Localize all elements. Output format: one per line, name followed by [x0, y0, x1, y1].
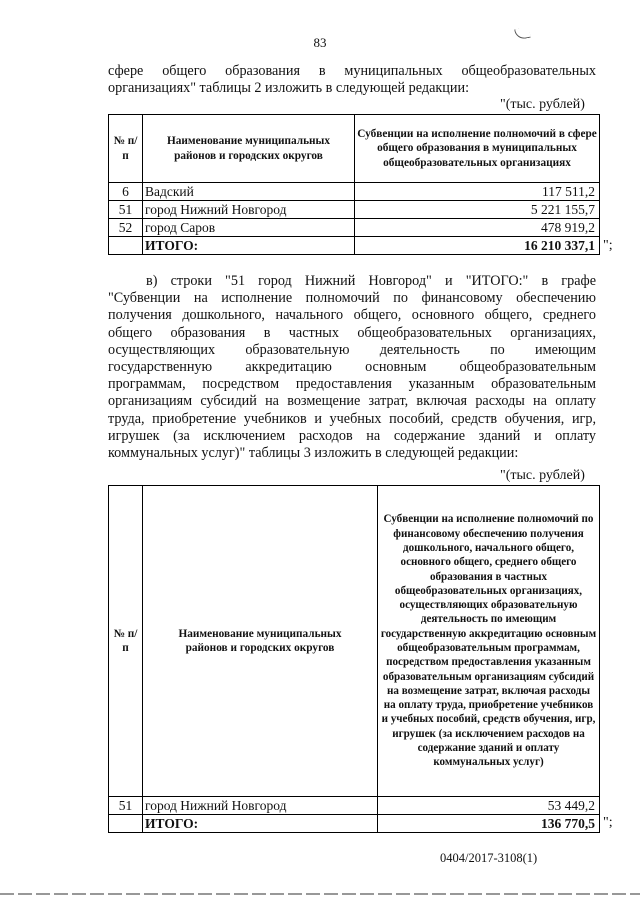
table2-closing-quote: ";	[603, 815, 613, 830]
intro-paragraph	[108, 63, 596, 97]
total-row	[109, 815, 600, 833]
row-name: город Нижний Новгород	[143, 797, 378, 815]
header-name: Наименование муниципальных районов и городских округов	[143, 115, 355, 183]
paragraph-line: получения дошкольного, начального общего, основного общего, среднего	[108, 307, 596, 324]
header-num: № п/п	[109, 486, 143, 797]
header-value: Субвенции на исполнение полномочий по финансовому обеспечению получения дошкольного, начального общего, основного общего, среднего общего образования в частных общеобразовательных организациях, осуществляющих образовательную деятельность по имеющим государственную аккредитацию основным общеобразовательным программам, посредством предоставления указанным образовательным организациям субсидий на возмещение затрат, включая расходы на оплату труда, приобретение учебников и учебных пособий, средств обучения, игр, игрушек (за исключением расходов на содержание зданий и оплату коммунальных услуг)	[378, 486, 600, 797]
total-value: 136 770,5	[378, 815, 600, 833]
paragraph-line: организациям субсидий на возмещение затрат, включая расходы на оплату	[108, 393, 596, 410]
intro-line: сфере общего образования в муниципальных общеобразовательных	[108, 63, 596, 79]
row-num: 6	[109, 183, 143, 201]
paragraph-line: государственную аккредитацию основным общеобразовательным	[108, 359, 596, 376]
paragraph-line: "Субвенции на исполнение полномочий по финансовому обеспечению	[108, 290, 596, 307]
header-value: Субвенции на исполнение полномочий в сфере общего образования в муниципальных общеобразовательных организациях	[355, 115, 600, 183]
total-label: ИТОГО:	[143, 815, 378, 833]
row-name: город Саров	[143, 219, 355, 237]
row-value: 478 919,2	[355, 219, 600, 237]
paragraph-line: общего образования в частных общеобразовательных организациях,	[108, 324, 596, 341]
row-name: город Нижний Новгород	[143, 201, 355, 219]
header-num: № п/п	[109, 115, 143, 183]
table-row	[109, 183, 600, 201]
table-row	[109, 797, 600, 815]
paragraph-line: осуществляющих образовательную деятельность по имеющим	[108, 341, 596, 358]
total-label: ИТОГО:	[143, 237, 355, 255]
paragraph-v	[108, 273, 596, 462]
total-value: 16 210 337,1	[355, 237, 600, 255]
table-subventions-general	[108, 114, 600, 255]
scan-edge-artifact	[0, 893, 640, 895]
row-value: 117 511,2	[355, 183, 600, 201]
row-num: 51	[109, 201, 143, 219]
table1-closing-quote: ";	[603, 238, 613, 253]
page-number: 83	[313, 35, 327, 50]
intro-line: организациях" таблицы 2 изложить в следующей редакции:	[108, 80, 470, 97]
document-code: 0404/2017-3108(1)	[440, 851, 538, 865]
total-row	[109, 237, 600, 255]
paragraph-line: в) строки "51 город Нижний Новгород" и "ИТОГО:" в графе	[146, 273, 596, 289]
paragraph-line: труда, приобретение учебников и учебных пособий, средств обучения, игр,	[108, 410, 596, 427]
unit-label: "(тыс. рублей)	[500, 97, 585, 112]
table-row	[109, 219, 600, 237]
paragraph-line: игрушек (за исключением расходов на содержание зданий и оплату	[108, 427, 596, 444]
row-num: 52	[109, 219, 143, 237]
table-subventions-private	[108, 485, 600, 833]
header-name: Наименование муниципальных районов и городских округов	[143, 486, 378, 797]
row-name: Вадский	[143, 183, 355, 201]
row-num: 51	[109, 797, 143, 815]
table-row	[109, 201, 600, 219]
row-value: 5 221 155,7	[355, 201, 600, 219]
unit-label-2: "(тыс. рублей)	[500, 468, 585, 483]
paragraph-line: программам, посредством предоставления указанным образовательным	[108, 376, 596, 393]
paragraph-line: коммунальных услуг)" таблицы 3 изложить в следующей редакции:	[108, 445, 519, 462]
row-value: 53 449,2	[378, 797, 600, 815]
